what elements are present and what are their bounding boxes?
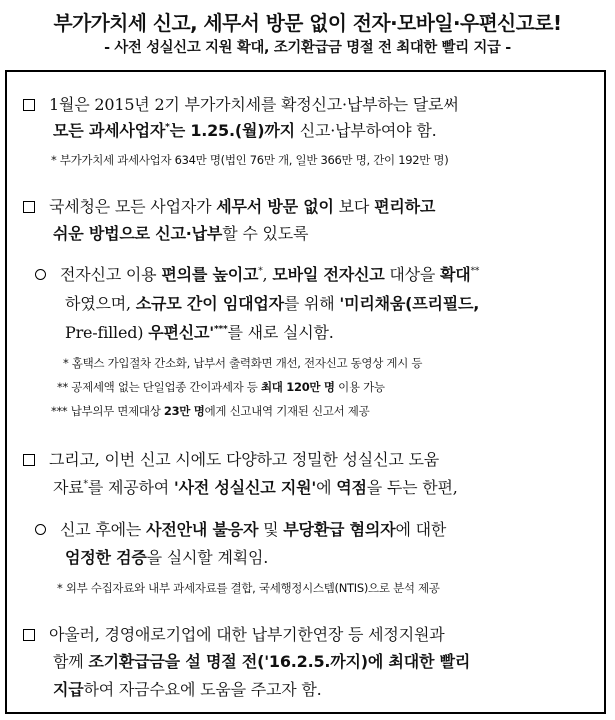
section-4-line-1: 아울러, 경영애로기업에 대한 납부기한연장 등 세정지원과 <box>23 622 444 645</box>
section-3b-note: * 외부 수집자료와 내부 과세자료를 결합, 국세행정시스템(NTIS)으로 분석 제공 <box>57 581 440 595</box>
section-2b-note-3: *** 납부의무 면제대상 23만 명에게 신고내역 기재된 신고서 제공 <box>51 404 370 418</box>
section-4-line-2: 함께 조기환급금을 설 명절 전('16.2.5.까지)에 최대한 빨리 <box>53 652 471 671</box>
page-subtitle: - 사전 성실신고 지원 확대, 조기환급금 명절 전 최대한 빨리 지급 - <box>104 40 511 56</box>
section-3-line-2: 자료*를 제공하여 '사전 성실신고 지원'에 역점을 두는 한편, <box>53 478 458 497</box>
section-4-line-3: 지급하여 자금수요에 도움을 주고자 함. <box>53 680 322 699</box>
page-title: 부가가치세 신고, 세무서 방문 없이 전자·모바일·우편신고로! <box>53 11 562 35</box>
section-2b-note-1: * 홈택스 가입절차 간소화, 납부서 출력화면 개선, 전자신고 동영상 게시 등 <box>63 356 423 370</box>
section-2b-line-2: 하였으며, 소규모 간이 임대업자를 위해 '미리채움(프리필드, <box>65 294 480 313</box>
section-2-line-2: 쉬운 방법으로 신고·납부할 수 있도록 <box>53 224 309 243</box>
section-2b-line-1: 전자신고 이용 편의를 높이고*, 모바일 전자신고 대상을 확대** <box>35 262 479 285</box>
section-3b-line-1: 신고 후에는 사전안내 불응자 및 부당환급 혐의자에 대한 <box>35 517 446 540</box>
circle-bullet-icon <box>35 524 46 535</box>
square-bullet-icon <box>23 629 35 641</box>
section-3-line-1: 그리고, 이번 신고 시에도 다양하고 정밀한 성실신고 도움 <box>23 447 439 470</box>
section-2b-note-2: ** 공제세액 없는 단일업종 간이과세자 등 최대 120만 명 이용 가능 <box>57 380 385 394</box>
square-bullet-icon <box>23 454 35 466</box>
section-1-line-2: 모든 과세사업자*는 1.25.(월)까지 신고·납부하여야 함. <box>53 121 437 140</box>
section-2-line-1: 국세청은 모든 사업자가 세무서 방문 없이 보다 편리하고 <box>23 194 435 217</box>
content-box <box>5 70 606 714</box>
square-bullet-icon <box>23 201 35 213</box>
circle-bullet-icon <box>35 269 46 280</box>
section-3b-line-2: 엄정한 검증을 실시할 계획임. <box>65 548 269 567</box>
section-1-note: * 부가가치세 과세사업자 634만 명(법인 76만 개, 일반 366만 명, 간이 192만 명) <box>51 153 449 167</box>
section-2b-line-3: Pre-filled) 우편신고'***를 새로 실시함. <box>65 323 334 342</box>
square-bullet-icon <box>23 99 35 111</box>
section-1-line-1: 1월은 2015년 2기 부가가치세를 확정신고·납부하는 달로써 <box>23 92 459 115</box>
